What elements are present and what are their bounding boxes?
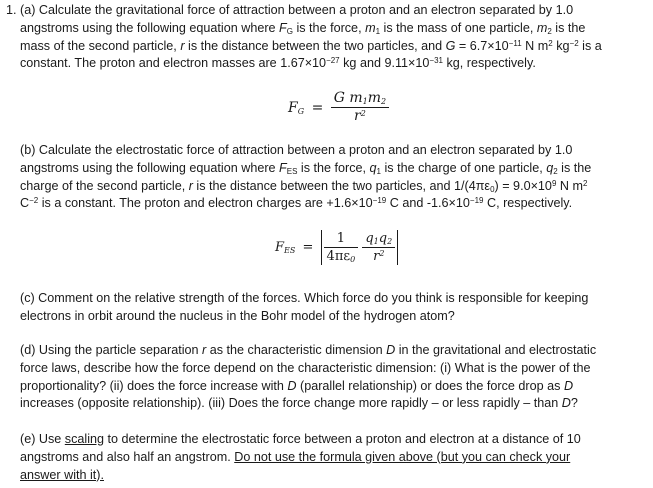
scaling-term: scaling (64, 432, 104, 446)
part-a (6, 2, 647, 73)
part-b-line-1: (b) Calculate the electrostatic force of attraction between a proton and an electron separated by 1.0 (20, 143, 573, 157)
part-e (6, 431, 647, 484)
part-e-line-3: answer with it). (20, 467, 104, 482)
part-b-line-3: charge of the second particle, r is the distance between the two particles, and $1/(4\pi\varepsilon_0) = 9.0\times 10^9$ N $m^2$ (20, 178, 588, 194)
part-a-line-3: mass of the second particle, r is the distance between the two particles, and $G = 6.7\times 10^{-11}$ N $m^2$ $kg^{-2}$ is a (20, 38, 602, 53)
part-a-line-4: constant. The proton and electron masses are $1.67\times 10^{-27}$ kg and $9.11\times 10^{-31}$ kg, respectively. (20, 56, 536, 71)
part-d-line-1: (d) Using the particle separation r as the characteristic dimension D in the gravitational and electrostatic (20, 343, 597, 357)
electrostatic-equation: $F_{ES}$ = $\frac{1}{4\pi\varepsilon_0}$ $\frac{q_1q_2}{r^2}$ (275, 230, 398, 265)
part-a-line-1: 1. (a) Calculate the gravitational force of attraction between a proton and an electron separated by 1.0 (6, 3, 574, 17)
part-d-line-3: proportionality? (ii) does the force increase with D (parallel relationship) or does the force drop as D (20, 378, 574, 393)
part-e-line-1: (e) Use scaling to determine the electrostatic force between a proton and electron at a distance of 10 (20, 432, 581, 446)
gravitational-equation: $F_G$ = $\frac{G m_1m_2}{r^2}$ (288, 90, 389, 125)
part-c-line-1: (c) Comment on the relative strength of the forces. Which force do you think is responsible for keeping (20, 291, 589, 305)
instruction-underlined: Do not use the formula given above (but you can check your (234, 449, 571, 464)
part-d-line-4: increases (opposite relationship). (iii) Does the force change more rapidly – or less rapidly – than D? (20, 396, 578, 411)
part-d (6, 342, 647, 413)
part-d-line-2: force laws, describe how the force depend on the characteristic dimension: (i) What is the power of the (20, 360, 591, 375)
absolute-value-bars (321, 230, 399, 265)
part-b-line-2: angstroms using the following equation where $F_{ES}$ is the force, $q_1$ is the charge of one particle, $q_2$ is the (20, 160, 592, 176)
gravitational-fraction: $\frac{G m_1m_2}{r^2}$ (331, 90, 389, 125)
part-e-line-2: angstroms and also half an angstrom. Do not use the formula given above (but you can check your (20, 449, 571, 464)
charge-fraction: $\frac{q_1q_2}{r^2}$ (362, 230, 395, 265)
coulomb-constant-fraction: $\frac{1}{4\pi\varepsilon_0}$ (324, 230, 359, 265)
part-c-line-2: electrons in orbit around the nucleus in the Bohr model of the hydrogen atom? (20, 308, 455, 323)
part-a-line-2: angstroms using the following equation where $F_G$ is the force, $m_1$ is the mass of one particle, $m_2$ is the (20, 20, 586, 36)
part-b-line-4: $C^{-2}$ is a constant. The proton and electron charges are $+1.6\times 10^{-19}$ C and $-1.6\times 10^{-19}$ C, respectively. (20, 196, 573, 211)
part-b (6, 142, 647, 213)
part-c (6, 290, 647, 326)
problem-number: 1. (6, 3, 17, 17)
